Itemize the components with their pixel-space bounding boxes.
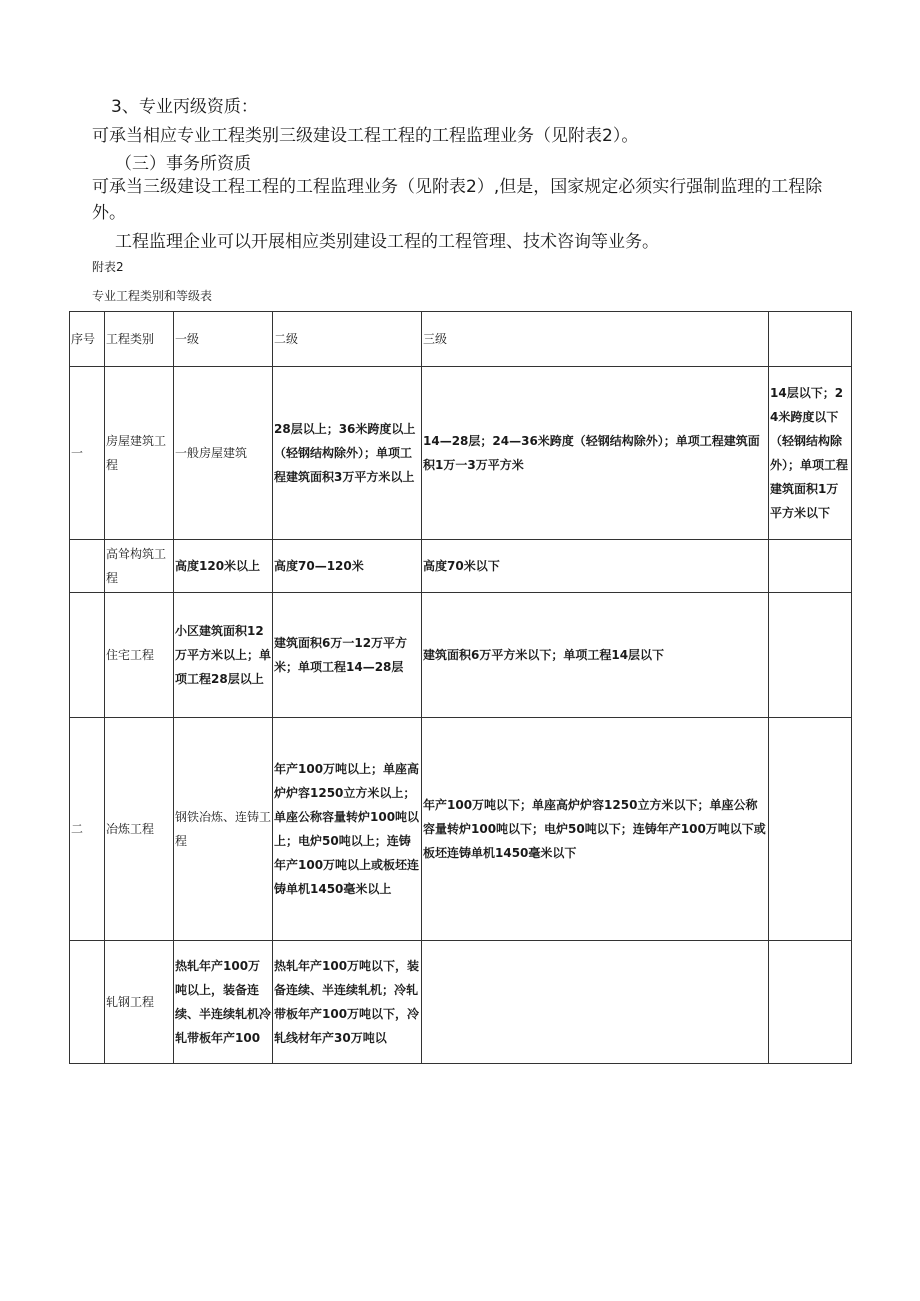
row-level3: 高度70米以下 — [422, 540, 769, 593]
row-seq: 一 — [70, 367, 105, 540]
row-level3: 14—28层；24—36米跨度（轻钢结构除外）；单项工程建筑面积1万一3万平方米 — [422, 367, 769, 540]
paragraph-additional-services: 工程监理企业可以开展相应类别建设工程的工程管理、技术咨询等业务。 — [115, 232, 659, 252]
row-level1: 热轧年产100万吨以上，装备连续、半连续轧机冷轧带板年产100 — [174, 941, 273, 1064]
row-level3: 年产100万吨以下；单座高炉炉容1250立方米以下；单座公称容量转炉100吨以下；电炉50吨以下；连铸年产100万吨以下或板坯连铸单机1450毫米以下 — [422, 718, 769, 941]
row-category: 高耸构筑工程 — [105, 540, 174, 593]
table-row — [70, 593, 852, 718]
row-extra — [769, 718, 852, 941]
header-level3: 三级 — [422, 312, 769, 367]
header-category: 工程类别 — [105, 312, 174, 367]
row-level2: 热轧年产100万吨以下，装备连续、半连续轧机；冷轧带板年产100万吨以下，冷轧线材年产30万吨以 — [273, 941, 422, 1064]
header-level2: 二级 — [273, 312, 422, 367]
table-header-row — [70, 312, 852, 367]
row-category: 住宅工程 — [105, 593, 174, 718]
row-level1: 一般房屋建筑 — [174, 367, 273, 540]
table-row — [70, 718, 852, 941]
row-level3 — [422, 941, 769, 1064]
row-level1: 小区建筑面积12万平方米以上；单项工程28层以上 — [174, 593, 273, 718]
section-heading-firm: （三）事务所资质 — [115, 154, 251, 174]
row-seq — [70, 593, 105, 718]
row-extra — [769, 593, 852, 718]
table-label: 附表2 — [92, 260, 124, 274]
table-row — [70, 540, 852, 593]
row-extra — [769, 941, 852, 1064]
row-category: 轧钢工程 — [105, 941, 174, 1064]
table-row — [70, 367, 852, 540]
row-category: 房屋建筑工程 — [105, 367, 174, 540]
row-level1: 高度120米以上 — [174, 540, 273, 593]
category-grade-table — [69, 311, 852, 1064]
row-level2: 28层以上；36米跨度以上（轻钢结构除外）；单项工程建筑面积3万平方米以上 — [273, 367, 422, 540]
row-level1: 钢铁冶炼、连铸工程 — [174, 718, 273, 941]
row-level2: 建筑面积6万一12万平方米；单项工程14—28层 — [273, 593, 422, 718]
header-extra — [769, 312, 852, 367]
row-level2: 高度70—120米 — [273, 540, 422, 593]
table-title: 专业工程类别和等级表 — [92, 289, 213, 303]
table-row — [70, 941, 852, 1064]
section-heading-class-c: 3、专业丙级资质： — [111, 97, 258, 117]
row-extra — [769, 540, 852, 593]
header-seq: 序号 — [70, 312, 105, 367]
row-category: 冶炼工程 — [105, 718, 174, 941]
row-level2: 年产100万吨以上；单座高炉炉容1250立方米以上；单座公称容量转炉100吨以上；电炉50吨以上；连铸年产100万吨以上或板坯连铸单机1450毫米以上 — [273, 718, 422, 941]
paragraph-class-c-scope: 可承当相应专业工程类别三级建设工程工程的工程监理业务（见附表2）。 — [92, 126, 639, 146]
row-extra: 14层以下；24米跨度以下（轻钢结构除外）；单项工程建筑面积1万平方米以下 — [769, 367, 852, 540]
row-level3: 建筑面积6万平方米以下；单项工程14层以下 — [422, 593, 769, 718]
row-seq: 二 — [70, 718, 105, 941]
row-seq — [70, 941, 105, 1064]
row-seq — [70, 540, 105, 593]
header-level1: 一级 — [174, 312, 273, 367]
paragraph-firm-scope: 可承当三级建设工程工程的工程监理业务（见附表2）,但是，国家规定必须实行强制监理的工程除外。 — [92, 177, 823, 223]
